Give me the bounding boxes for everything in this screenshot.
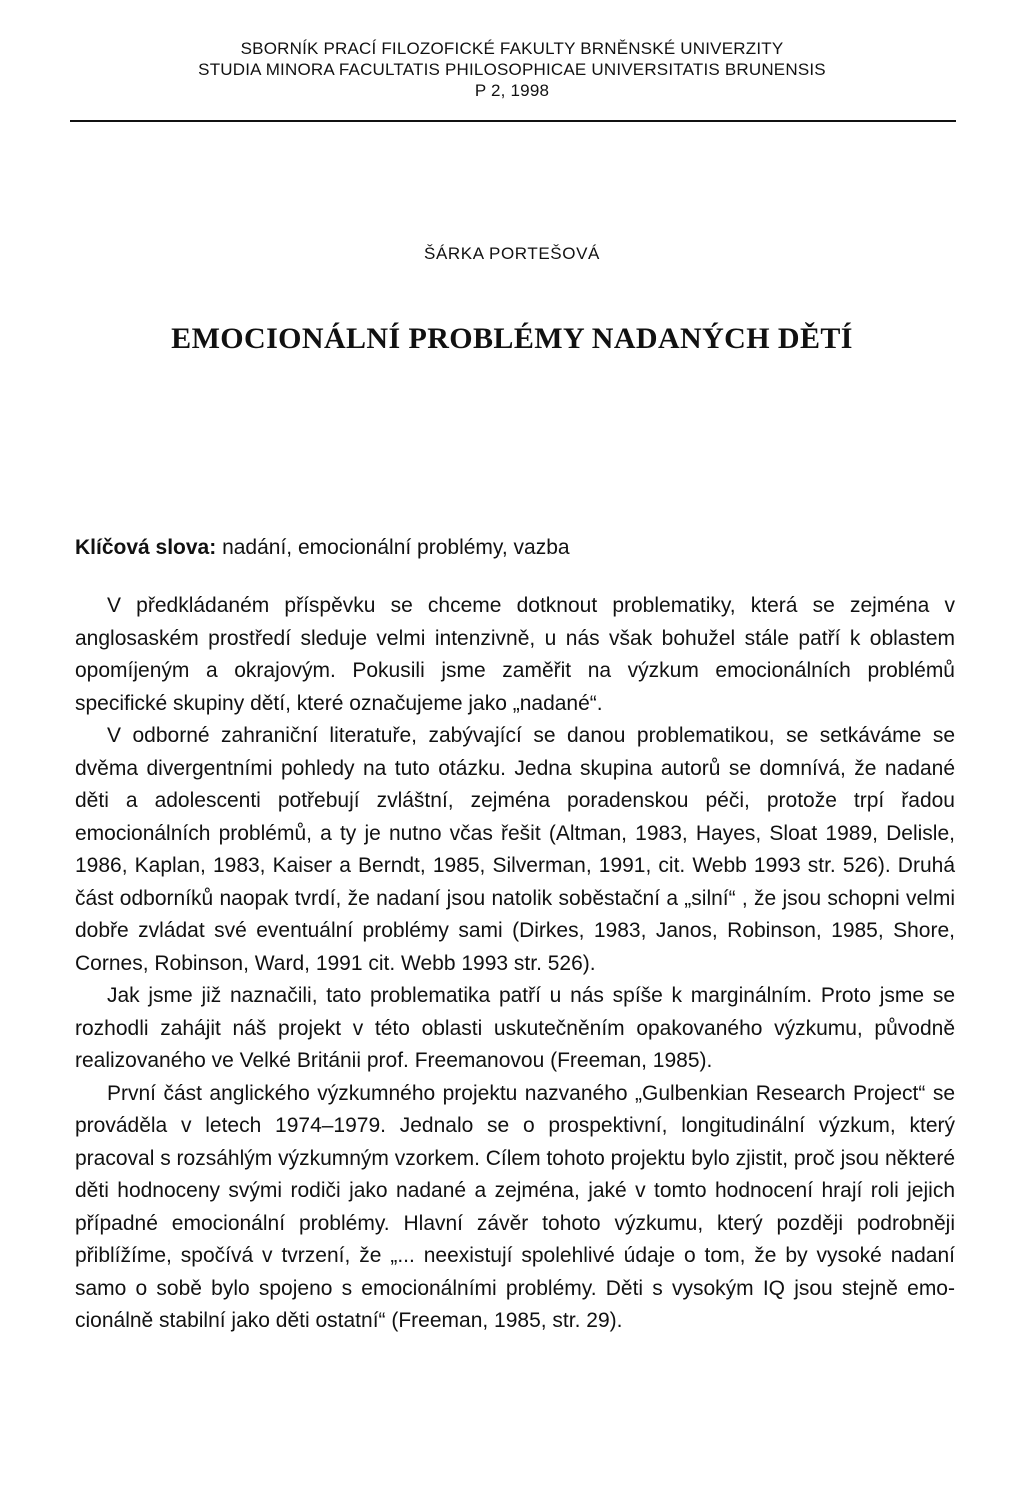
keywords-value: nadání, emocionální problémy, vazba (216, 536, 570, 559)
paragraph-4: První část anglického výzkumného projektu nazvaného „Gulbenkian Research Project“ se prováděla v letech 1974–1979. Jednalo se o prospektivní, longitudinální výzkum, který pracoval s rozsáhlým výzkumným vzorkem. Cílem tohoto projektu bylo zjistit, proč jsou některé děti hodnoceny svými rodiči jako nadané a zejména, jaké v tomto hodnocení hrají roli jejich případné emocionální problémy. Hlavní závěr tohoto výzkumu, který později podrobněji přiblížíme, spočívá v tvrzení, že „... neexistují spolehlivé údaje o tom, že by vysoké nadaní samo o sobě bylo spojeno s emocionálními problémy. Děti s vysokým IQ jsou stejně emocionálně stabilní jako děti ostatní“ (Freeman, 1985, str. 29). (75, 1081, 955, 1332)
journal-volume-year: P 2, 1998 (474, 81, 550, 100)
journal-name-czech: SBORNÍK PRACÍ FILOZOFICKÉ FAKULTY BRNĚNSKÉ UNIVERZITY (240, 39, 784, 58)
author-name: ŠÁRKA PORTEŠOVÁ (424, 244, 600, 263)
article-body (75, 590, 955, 1338)
article-title: EMOCIONÁLNÍ PROBLÉMY NADANÝCH DĚTÍ (171, 322, 853, 355)
paragraph-1: V předkládaném příspěvku se chceme dotknout problematiky, která se zejména v anglosaském prostředí sleduje velmi intenzivně, u nás však bohužel stále patří k oblastem opomíjeným a okrajovým. Pokusili jsme zaměřit na výzkum emocionálních problémů specifické skupiny dětí, které označujeme jako „nadané“. (75, 594, 955, 715)
paragraph-3: Jak jsme již naznačili, tato problematika patří u nás spíše k marginálním. Proto jsme se rozhodli zahájit náš projekt v této oblasti uskutečněním opakovaného výzkumu, původně realizovaného ve Velké Británii prof. Freemanovou (Freeman, 1985). (75, 984, 955, 1072)
header-rule (70, 120, 956, 122)
keywords-line (75, 534, 955, 562)
keywords-label: Klíčová slova: (75, 536, 217, 559)
journal-name-latin: STUDIA MINORA FACULTATIS PHILOSOPHICAE UNIVERSITATIS BRUNENSIS (198, 60, 826, 79)
paragraph-2: V odborné zahraniční literatuře, zabývající se danou problematikou, se setkáváme se dvěma divergentními pohledy na tuto otázku. Jedna skupina autorů se domnívá, že nadané děti a adolescenti potřebují zvláštní, zejména poradenskou péči, protože trpí řadou emocionálních problémů, a ty je nutno včas řešit (Altman, 1983, Hayes, Sloat 1989, Delisle, 1986, Kaplan, 1983, Kaiser a Berndt, 1985, Silverman, 1991, cit. Webb 1993 str. 526). Druhá část odborníků naopak tvrdí, že nadaní jsou natolik soběstační a „silní“ , že jsou schopni velmi dobře zvládat své eventuální problémy sami (Dirkes, 1983, Janos, Robinson, 1985, Shore, Cornes, Robinson, Ward, 1991 cit. Webb 1993 str. 526). (75, 724, 955, 975)
journal-header (68, 38, 956, 101)
